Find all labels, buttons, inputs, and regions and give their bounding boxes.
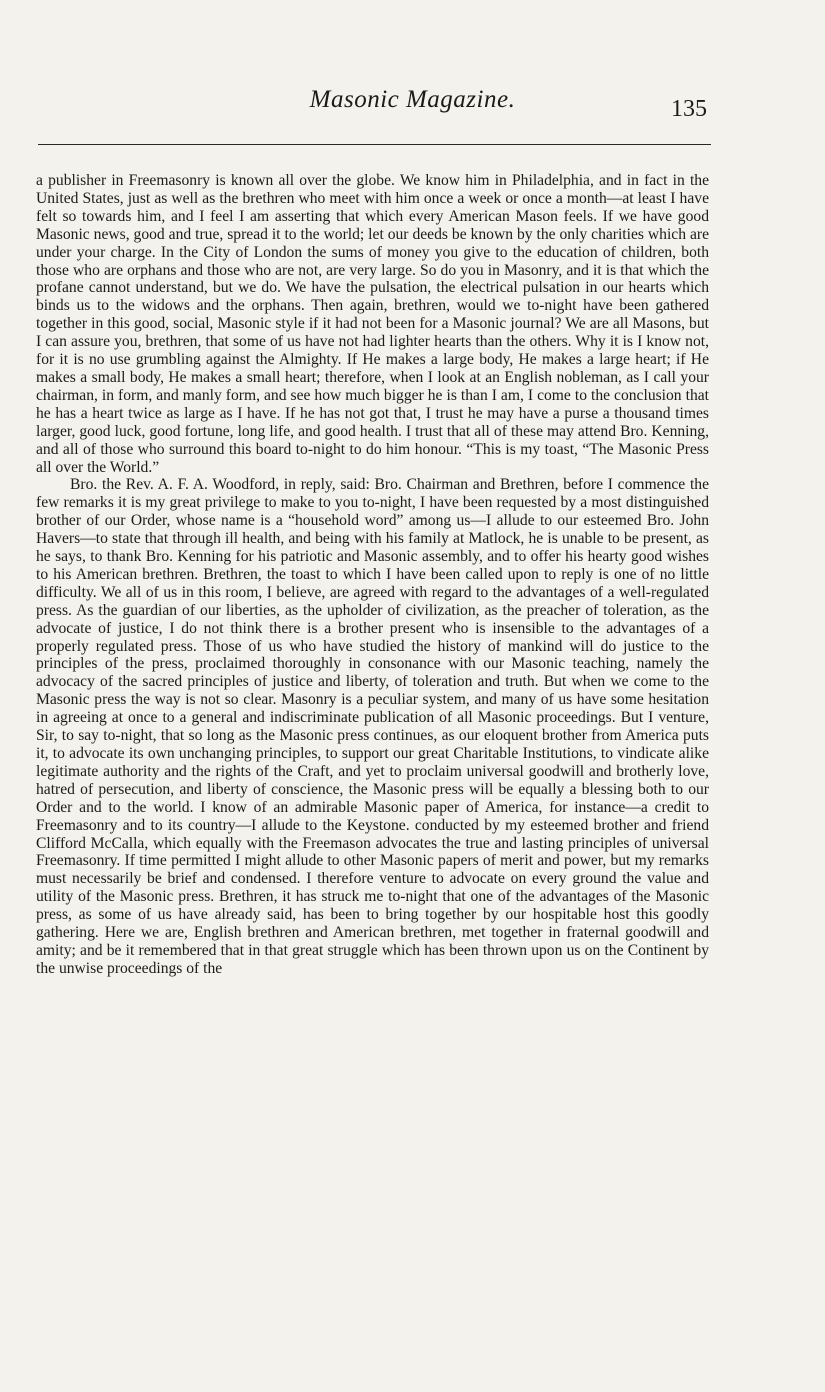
paragraph-woodford-reply: Bro. the Rev. A. F. A. Woodford, in reply, said: Bro. Chairman and Brethren, before I commence the few remarks it is my great privilege to make to you to-night, I have been requested by a most distinguished brother of our Order, whose name is a “household word” among us—I allude to our esteemed Bro. John Havers—to state that through ill health, and being with his family at Matlock, he is unable to be present, as he says, to thank Bro. Kenning for his patriotic and Masonic assembly, and to offer his hearty good wishes to his American brethren. Brethren, the toast to which I have been called upon to reply is one of no little difficulty. We all of us in this room, I believe, are agreed with regard to the advantages of a well-regulated press. As the guardian of our liberties, as the upholder of civilization, as the preacher of toleration, as the advocate of justice, I do not think there is a brother present who is insensible to the advantages of a properly regulated press. Those of us who have studied the history of mankind will do justice to the principles of the press, proclaimed thoroughly in consonance with our Masonic teaching, namely the advocacy of the sacred principles of justice and liberty, of toleration and truth. But when we come to the Masonic press the way is not so clear. Masonry is a peculiar system, and many of us have some hesitation in agreeing at once to a general and indiscriminate publication of all Masonic proceedings. But I venture, Sir, to say to-night, that so long as the Masonic press continues, as our eloquent brother from America puts it, to advocate its own unchanging principles, to support our great Charitable Institutions, to vindicate alike legitimate authority and the rights of the Craft, and yet to proclaim universal goodwill and brotherly love, hatred of persecution, and liberty of conscience, the Masonic press will be equally a blessing both to our Order and to the world. I know of an admirable Masonic paper of America, for instance—a credit to Freemasonry and to its country—I allude to the Keystone. conducted by my esteemed brother and friend Clifford McCalla, which equally with the Freemason advocates the true and lasting principles of universal Freemasonry. If time permitted I might allude to other Masonic papers of merit and power, but my remarks must necessarily be brief and condensed. I therefore venture to advocate on every ground the value and utility of the Masonic press. Brethren, it has struck me to-night that one of the advantages of the Masonic press, as some of us have already said, has been to bring together by our hospitable host this goodly gathering. Here we are, English brethren and American brethren, met together in fraternal goodwill and amity; and be it remembered that in that great struggle which has been thrown upon us on the Continent by the unwise proceedings of the <box>36 476 709 977</box>
article-body <box>36 172 709 978</box>
running-title: Masonic Magazine. <box>309 86 516 113</box>
page-number: 135 <box>671 96 707 122</box>
header-rule <box>38 144 711 145</box>
paragraph-toast: a publisher in Freemasonry is known all over the globe. We know him in Philadelphia, and in fact in the United States, just as well as the brethren who meet with him once a week or once a month—at least I have felt so towards him, and I feel I am asserting that which every American Mason feels. If we have good Masonic news, good and true, spread it to the world; let our deeds be known by the only charities which are under your charge. In the City of London the sums of money you give to the education of children, both those who are orphans and those who are not, are very large. So do you in Masonry, and it is that which the profane cannot understand, but we do. We have the pulsation, the electrical pulsation in our hearts which binds us to the widows and the orphans. Then again, brethren, would we to-night have been gathered together in this good, social, Masonic style if it had not been for a Masonic journal? We are all Masons, but I can assure you, brethren, that some of us have not had lighter hearts than the others. Why it is I know not, for it is no use grumbling against the Almighty. If He makes a large body, He makes a large heart; if He makes a small body, He makes a small heart; therefore, when I look at an English nobleman, as I call your chairman, in form, and manly form, and see how much bigger he is than I am, I come to the conclusion that he has a heart twice as large as I have. If he has not got that, I trust he may have a purse a thousand times larger, good luck, good fortune, long life, and good health. I trust that all of these may attend Bro. Kenning, and all of those who surround this board to-night to do him honour. “This is my toast, “The Masonic Press all over the World.” <box>36 172 709 476</box>
